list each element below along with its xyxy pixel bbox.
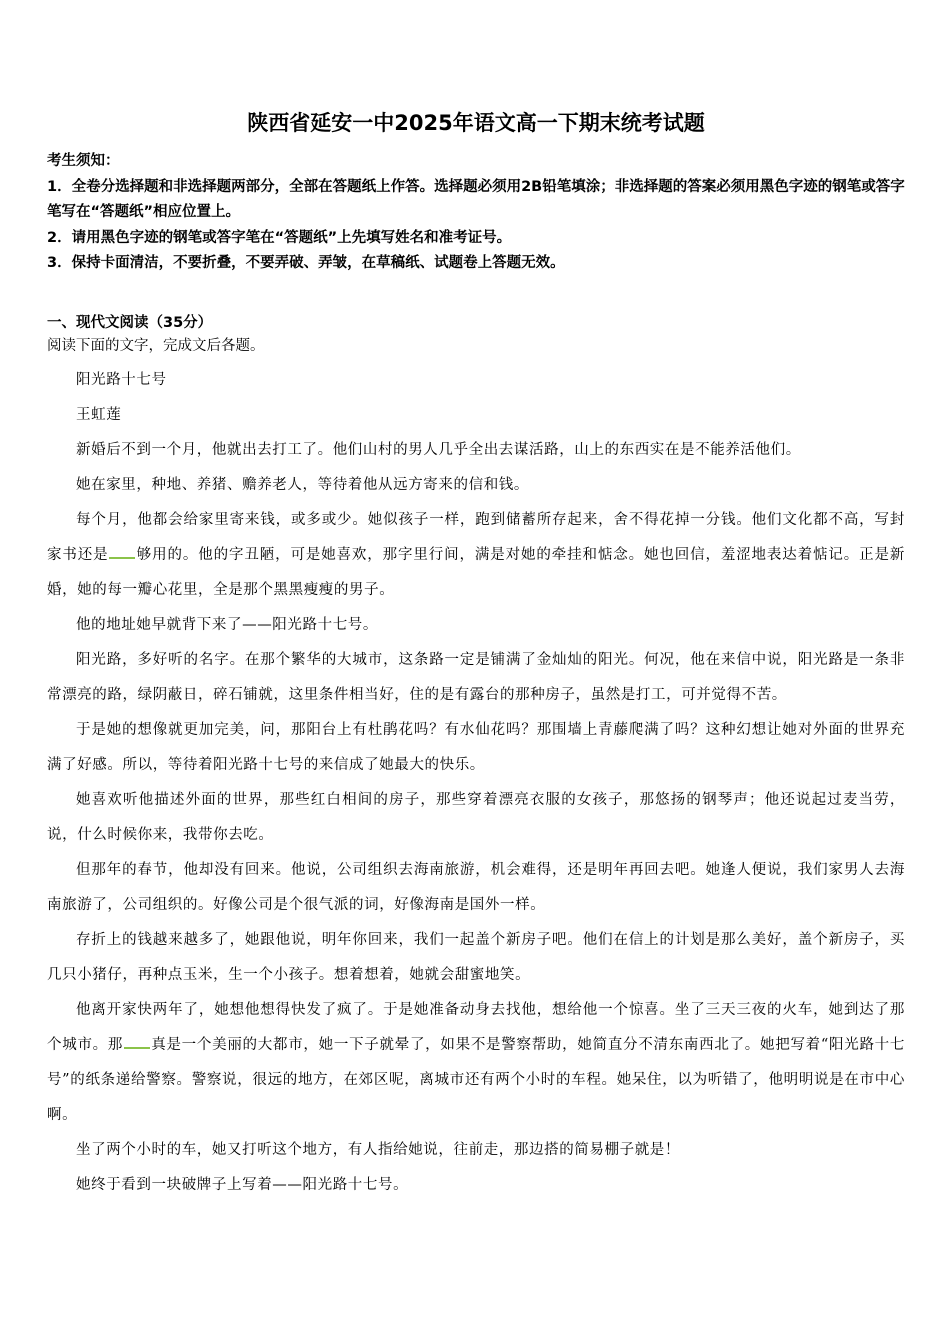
paragraph-6: 于是她的想像就更加完美，问，那阳台上有杜鹃花吗？有水仙花吗？那围墙上青藤爬满了吗？这种幻想让她对外面的世界充满了好感。所以，等待着阳光路十七号的来信成了她最大的快乐。	[47, 721, 905, 773]
fill-blank-mark	[124, 1037, 150, 1049]
paragraph-3	[47, 503, 905, 608]
notice-item-1: 1．全卷分选择题和非选择题两部分，全部在答题纸上作答。选择题必须用2B铅笔填涂；非选择题的答案必须用黑色字迹的钢笔或答字笔写在“答题纸”相应位置上。	[47, 178, 905, 220]
passage	[47, 363, 905, 1203]
passage-author: 王虹莲	[76, 406, 122, 423]
paragraph-8: 但那年的春节，他却没有回来。他说，公司组织去海南旅游，机会难得，还是明年再回去吧。她逢人便说，我们家男人去海南旅游了，公司组织的。好像公司是个很气派的词，好像海南是国外一样。	[47, 861, 905, 913]
notice-heading: 考生须知：	[47, 153, 120, 169]
paragraph-1: 新婚后不到一个月，他就出去打工了。他们山村的男人几乎全出去谋活路，山上的东西实在是不能养活他们。	[76, 441, 801, 458]
candidate-notice	[47, 149, 905, 277]
paragraph-5: 阳光路，多好听的名字。在那个繁华的大城市，这条路一定是铺满了金灿灿的阳光。何况，他在来信中说，阳光路是一条非常漂亮的路，绿阴蔽日，碎石铺就，这里条件相当好，住的是有露台的那种房子，虽然是打工，可并觉得不苦。	[47, 651, 905, 703]
paragraph-12: 她终于看到一块破牌子上写着——阳光路十七号。	[76, 1176, 409, 1193]
paragraph-3-part-b: 够用的。他的字丑陋，可是她喜欢，那字里行间，满是对她的牵挂和惦念。她也回信，羞涩地表达着惦记。正是新婚，她的每一瓣心花里，全是那个黑黑瘦瘦的男子。	[47, 546, 905, 598]
paragraph-7: 她喜欢听他描述外面的世界，那些红白相间的房子，那些穿着漂亮衣服的女孩子，那悠扬的钢琴声；他还说起过麦当劳，说，什么时候你来，我带你去吃。	[47, 791, 905, 843]
section-heading: 一、现代文阅读（35分）	[47, 314, 213, 331]
paragraph-2: 她在家里，种地、养猪、赡养老人，等待着他从远方寄来的信和钱。	[76, 476, 529, 493]
exam-title: 陕西省延安一中2025年语文高一下期末统考试题	[247, 111, 705, 135]
paragraph-10-part-b: 真是一个美丽的大都市，她一下子就晕了，如果不是警察帮助，她简直分不清东南西北了。她把写着“阳光路十七号”的纸条递给警察。警察说，很远的地方，在郊区呢，离城市还有两个小时的车程。她呆住，以为听错了，他明明说是在市中心啊。	[47, 1036, 905, 1123]
paragraph-10	[47, 993, 905, 1133]
paragraph-10-part-a: 他离开家快两年了，她想他想得快发了疯了。于是她准备动身去找他，想给他一个惊喜。坐了三天三夜的火车，她到达了那个城市。那	[47, 1001, 905, 1053]
notice-item-2: 2．请用黑色字迹的钢笔或答字笔在“答题纸”上先填写姓名和准考证号。	[47, 229, 512, 246]
notice-item-3: 3．保持卡面清洁，不要折叠，不要弄破、弄皱，在草稿纸、试题卷上答题无效。	[47, 255, 565, 271]
exam-page	[47, 108, 905, 1203]
paragraph-4: 他的地址她早就背下来了——阳光路十七号。	[76, 616, 378, 633]
paragraph-11: 坐了两个小时的车，她又打听这个地方，有人指给她说，往前走，那边搭的简易棚子就是！	[76, 1141, 680, 1158]
section-instruction: 阅读下面的文字，完成文后各题。	[47, 337, 265, 354]
fill-blank-mark	[109, 547, 135, 559]
paragraph-9: 存折上的钱越来越多了，她跟他说，明年你回来，我们一起盖个新房子吧。他们在信上的计划是那么美好，盖个新房子，买几只小猪仔，再种点玉米，生一个小孩子。想着想着，她就会甜蜜地笑。	[47, 931, 905, 983]
paragraph-3-part-a: 每个月，他都会给家里寄来钱，或多或少。她似孩子一样，跑到储蓄所存起来，舍不得花掉一分钱。他们文化都不高，写封家书还是	[47, 511, 905, 563]
passage-title: 阳光路十七号	[76, 371, 167, 388]
